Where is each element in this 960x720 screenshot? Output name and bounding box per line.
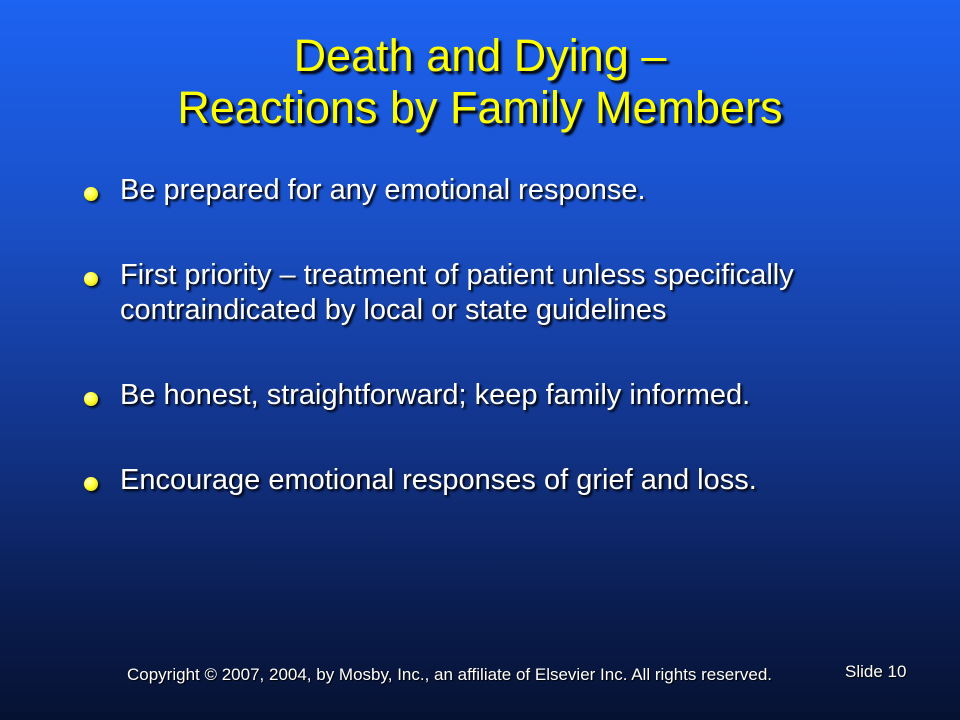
slide-title-line-1: Death and Dying – [293, 30, 667, 81]
slide-title [0, 30, 960, 134]
bullet-icon [84, 392, 98, 406]
bullet-item [80, 258, 900, 328]
bullet-icon [84, 477, 98, 491]
bullet-item [80, 378, 900, 413]
bullet-item [80, 463, 900, 498]
bullet-list [80, 173, 900, 498]
bullet-item [80, 173, 900, 208]
slide-number: Slide 10 [845, 662, 907, 681]
bullet-text: Encourage emotional responses of grief and loss. [120, 464, 757, 496]
copyright-notice: Copyright © 2007, 2004, by Mosby, Inc., an affiliate of Elsevier Inc. All rights reserved. [127, 665, 772, 684]
bullet-text: Be honest, straightforward; keep family informed. [120, 379, 751, 411]
bullet-text: Be prepared for any emotional response. [120, 174, 646, 206]
bullet-icon [84, 187, 98, 201]
bullet-text: First priority – treatment of patient unless specifically contraindicated by local or state guidelines [120, 259, 794, 326]
slide-title-line-2: Reactions by Family Members [177, 82, 783, 133]
bullet-icon [84, 272, 98, 286]
